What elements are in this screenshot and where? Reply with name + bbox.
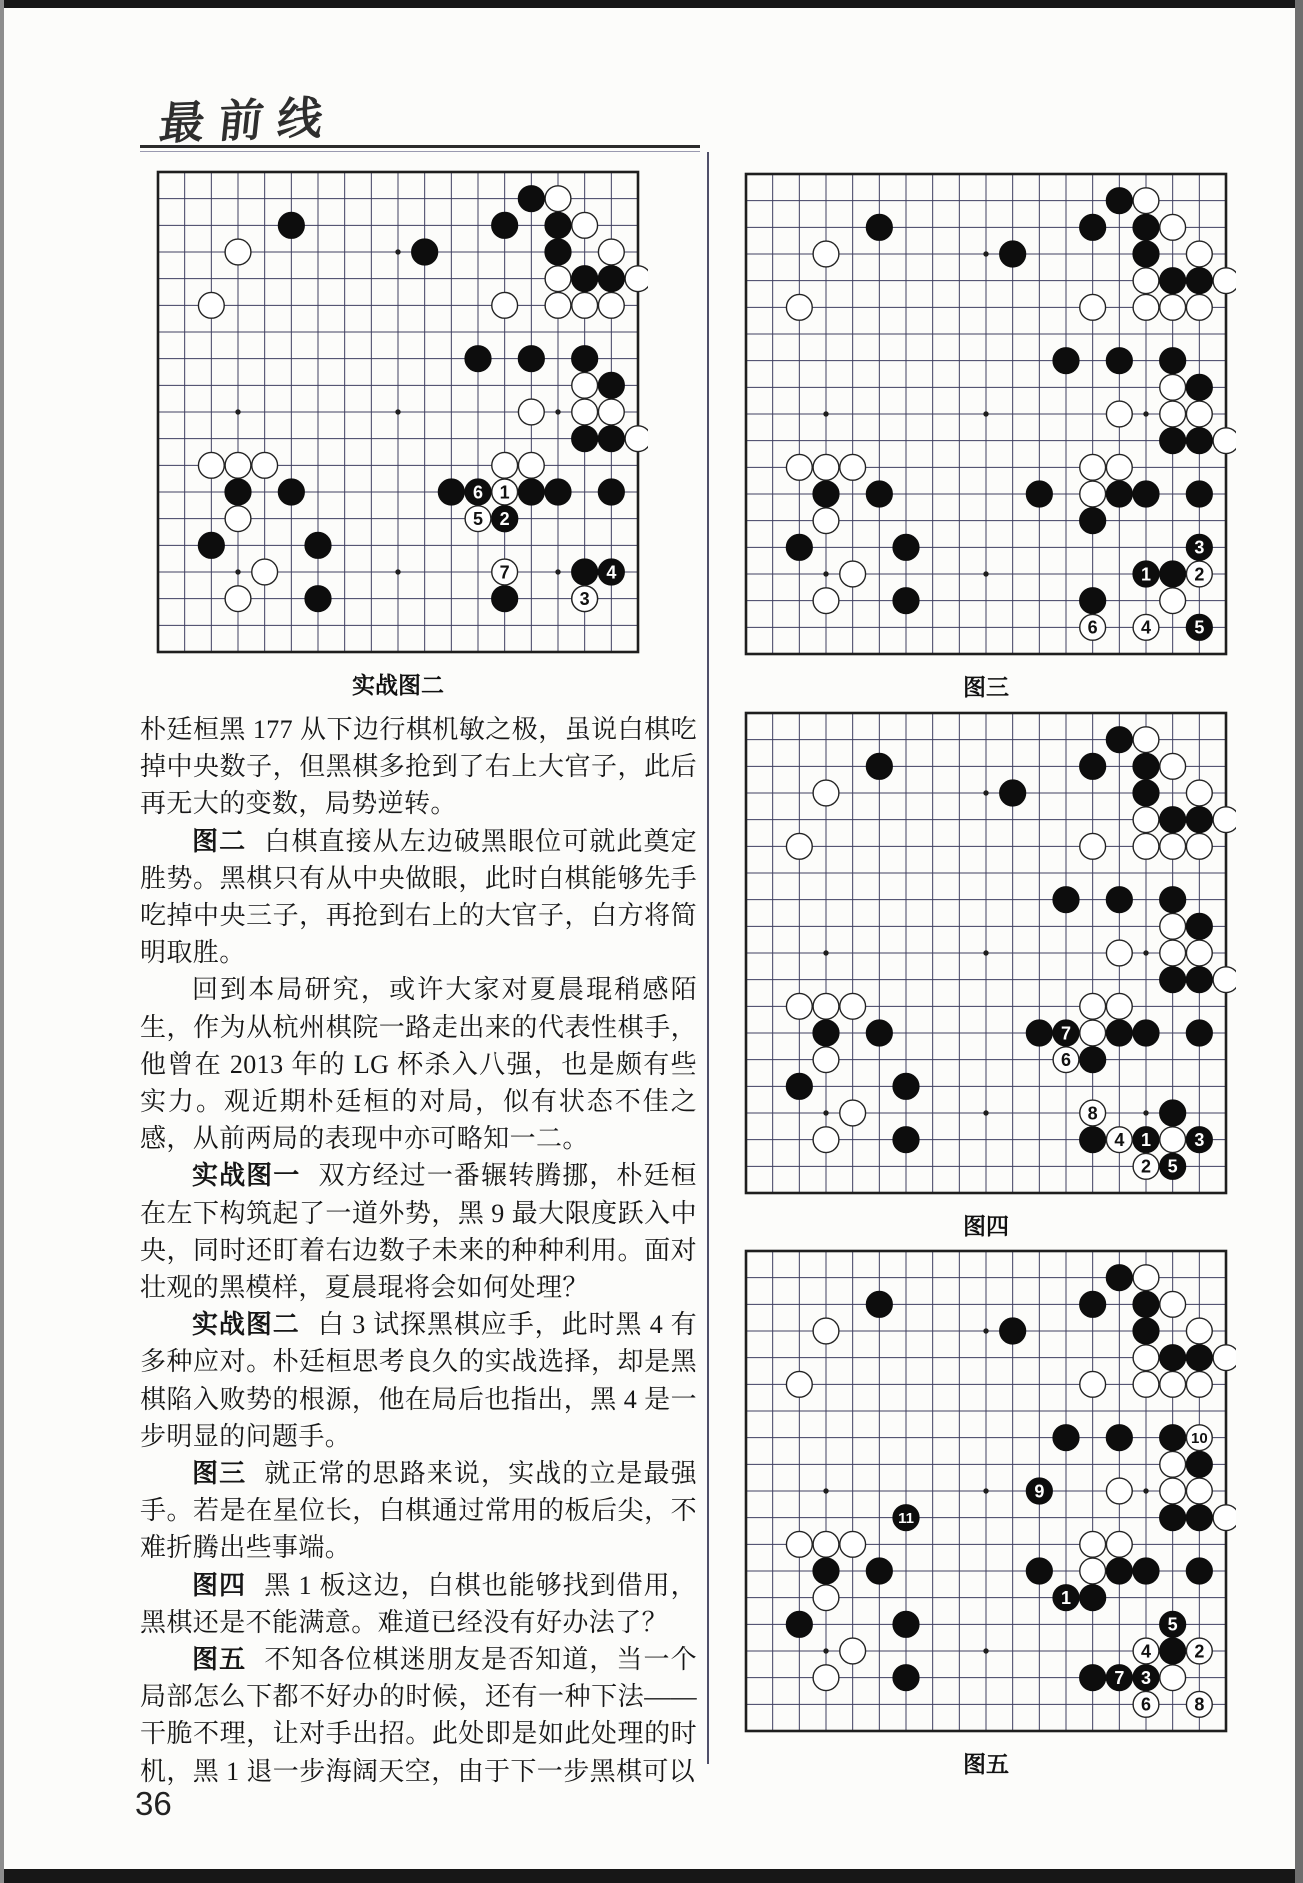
page-edge-top: [0, 0, 1303, 8]
go-board-svg: [736, 1241, 1236, 1741]
paragraph-text: 就正常的思路来说，实战的立是最强手。若是在星位长，白棋通过常用的板后尖，不难折腾出些事端。: [140, 1459, 697, 1563]
svg-text:7: 7: [1114, 1668, 1125, 1689]
go-diagram-game2: [148, 162, 648, 700]
paragraph-lead-label: 图四: [192, 1570, 246, 1600]
paragraph-lead-label: 实战图一: [192, 1161, 301, 1191]
column-divider: [707, 152, 709, 1764]
paragraph: [140, 971, 697, 1157]
svg-text:3: 3: [1194, 537, 1205, 558]
diagram-caption: 图三: [963, 675, 1009, 700]
svg-text:11: 11: [898, 1510, 914, 1528]
paragraph: [140, 1306, 697, 1455]
paragraph: [140, 711, 697, 823]
svg-text:8: 8: [1087, 1103, 1098, 1124]
svg-text:2: 2: [1140, 1156, 1152, 1177]
svg-text:9: 9: [1034, 1481, 1045, 1502]
svg-text:1: 1: [1060, 1588, 1072, 1609]
paragraph-text: 白棋直接从左边破黑眼位可就此奠定胜势。黑棋只有从中央做眼，此时白棋能够先手吃掉中央三子，再抢到右上的大官子，白方将简明取胜。: [140, 826, 697, 968]
svg-text:7: 7: [499, 562, 510, 583]
paragraph: [140, 1567, 697, 1641]
go-diagram-3: [736, 164, 1236, 702]
svg-text:5: 5: [472, 509, 484, 530]
svg-text:4: 4: [1140, 1641, 1152, 1662]
go-diagram-5: [736, 1241, 1236, 1779]
svg-text:8: 8: [1194, 1694, 1205, 1715]
svg-text:3: 3: [579, 589, 590, 610]
paragraph-text: 白 3 试探黑棋应手，此时黑 4 有多种应对。朴廷桓思考良久的实战选择，却是黑棋陷入败势的根源，他在局后也指出，黑 4 是一步明显的问题手。: [140, 1310, 698, 1451]
paragraph: [140, 823, 697, 972]
go-board-svg: [148, 162, 648, 662]
svg-text:2: 2: [1194, 564, 1205, 585]
page-edge-left: [0, 0, 4, 1883]
paragraph-lead-label: 图三: [192, 1459, 247, 1489]
diagram-caption: 图五: [963, 1752, 1009, 1777]
svg-text:1: 1: [1140, 1130, 1152, 1151]
go-board-svg: [736, 703, 1236, 1203]
paragraph: [140, 1641, 697, 1790]
svg-text:1: 1: [1140, 564, 1152, 585]
svg-text:6: 6: [1060, 1050, 1072, 1071]
svg-text:4: 4: [606, 562, 617, 583]
svg-text:6: 6: [472, 482, 484, 503]
svg-text:6: 6: [1087, 617, 1098, 638]
svg-text:1: 1: [499, 482, 510, 503]
go-board-svg: [736, 164, 1236, 664]
svg-text:5: 5: [1167, 1156, 1178, 1177]
svg-text:4: 4: [1114, 1130, 1125, 1151]
masthead-calligraphy: 最前线: [156, 92, 340, 150]
svg-text:3: 3: [1140, 1668, 1152, 1689]
paragraph-text: 回到本局研究，或许大家对夏晨琨稍感陌生，作为从杭州棋院一路走出来的代表性棋手，他曾在 2013 年的 LG 杯杀入八强，也是颇有些实力。观近期朴廷桓的对局，似有状态不佳之感，从前两局的表现中亦可略知一二。: [140, 975, 697, 1154]
paragraph-text: 双方经过一番辗转腾挪，朴廷桓在左下构筑起了一道外势，黑 9 最大限度跃入中央，同时还盯着右边数子未来的种种利用。面对壮观的黑模样，夏晨琨将会如何处理？: [140, 1161, 697, 1303]
svg-text:4: 4: [1140, 617, 1152, 638]
go-diagram-4: [736, 703, 1236, 1241]
svg-text:10: 10: [1190, 1430, 1208, 1448]
diagram-caption: 实战图二: [352, 673, 444, 698]
svg-text:5: 5: [1167, 1614, 1178, 1635]
article-text: [140, 711, 697, 1790]
svg-text:2: 2: [499, 509, 510, 530]
svg-text:5: 5: [1194, 617, 1205, 638]
paragraph-text: 不知各位棋迷朋友是否知道，当一个局部怎么下都不好办的时候，还有一种下法——干脆不理，让对手出招。此处即是如此处理的时机，黑 1 退一步海阔天空，由于下一步黑棋可以: [140, 1645, 697, 1786]
paragraph-lead-label: 图二: [192, 826, 247, 856]
paragraph: [140, 1455, 697, 1567]
paragraph-lead-label: 图五: [192, 1645, 247, 1675]
page-number: 36: [135, 1785, 172, 1822]
paragraph-text: 朴廷桓黑 177 从下边行棋机敏之极，虽说白棋吃掉中央数子，但黑棋多抢到了右上大官子，此后再无大的变数，局势逆转。: [140, 715, 697, 819]
page-edge-right: [1295, 0, 1303, 1883]
paragraph-text: 黑 1 板这边，白棋也能够找到借用，黑棋还是不能满意。难道已经没有好办法了？: [140, 1570, 697, 1637]
svg-text:2: 2: [1194, 1641, 1205, 1662]
paragraph-lead-label: 实战图二: [192, 1310, 300, 1340]
paragraph: [140, 1157, 697, 1306]
svg-text:7: 7: [1060, 1023, 1072, 1044]
svg-text:3: 3: [1194, 1130, 1205, 1151]
masthead-rule: [140, 145, 700, 152]
page-edge-bottom: [0, 1869, 1303, 1883]
svg-text:6: 6: [1140, 1694, 1152, 1715]
diagram-caption: 图四: [963, 1214, 1009, 1239]
